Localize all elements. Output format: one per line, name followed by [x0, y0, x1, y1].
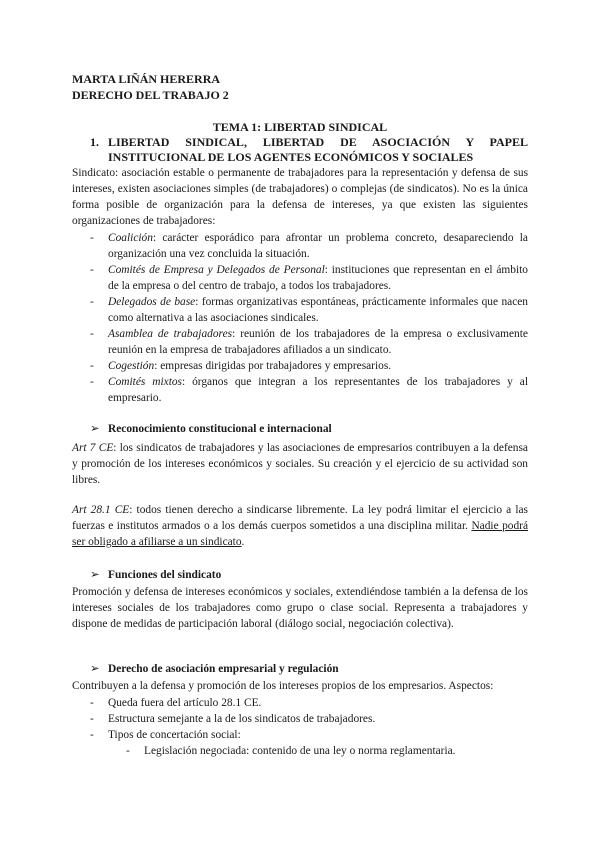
heading-employers [90, 661, 339, 677]
article-ref: Art 7 CE [72, 442, 114, 454]
art28-paragraph [72, 502, 528, 550]
article-text: : todos tienen derecho a sindicarse libremente. La ley podrá limitar el ejercicio a las fuerzas e institutos armados o a los demás cuerpos sometidos a una disciplina militar. [72, 504, 528, 532]
item-term: Asamblea de trabajadores [108, 328, 233, 340]
item-text: Tipos de concertación social: [108, 729, 241, 741]
topic-title: TEMA 1: LIBERTAD SINDICAL [212, 120, 388, 134]
item-term: Comités de Empresa y Delegados de Personal [108, 264, 325, 276]
heading-recognition [90, 421, 332, 437]
item-desc: : formas organizativas espontáneas, prácticamente informales que nacen como alternativa a las asociaciones sindicales. [108, 296, 529, 324]
item-term: Coalición [108, 232, 153, 244]
heading-text: Derecho de asociación empresarial y regulación [108, 663, 339, 675]
article-text: : los sindicatos de trabajadores y las asociaciones de empresarios contribuyen a la defensa y promoción de los intereses económicos y sociales. Su creación y el ejercicio de su actividad son libres. [72, 442, 528, 486]
intro-paragraph: Sindicato: asociación estable o permanente de trabajadores para la representación y defensa de sus intereses, existen asociaciones simples (de trabajadores) o complejas (de sindicatos). No es la única forma posible de organización para la defensa de intereses, ya que existen las siguientes organizaciones de trabajadores: [72, 167, 528, 227]
dash-marker: - [90, 232, 94, 244]
art7-paragraph [72, 440, 528, 488]
organizations-list [72, 230, 528, 406]
dash-marker: - [90, 264, 94, 276]
list-item [72, 374, 528, 406]
dash-marker: - [90, 360, 94, 372]
section-1-heading [72, 135, 528, 165]
item-term: Delegados de base [108, 296, 196, 308]
item-desc: : órganos que integran a los representantes de los trabajadores y al empresario. [108, 376, 528, 404]
item-desc: : carácter esporádico para afrontar un problema concreto, desapareciendo la organización una vez concluida la situación. [108, 232, 528, 260]
list-item [72, 711, 528, 727]
heading-text: Reconocimiento constitucional e internacional [108, 423, 332, 435]
dash-marker: - [90, 697, 94, 709]
underlined-text: Nadie podrá ser obligado a afiliarse a un sindicato [72, 520, 528, 548]
item-desc: : instituciones que representan en el ámbito de la empresa o del centro de trabajo, a todos los trabajadores. [108, 264, 528, 292]
dash-marker: - [90, 713, 94, 725]
list-item [72, 230, 528, 262]
item-term: Comités mixtos [108, 376, 182, 388]
item-desc: : empresas dirigidas por trabajadores y empresarios. [154, 360, 392, 372]
list-item [72, 294, 528, 326]
arrow-bullet-icon: ➢ [90, 663, 100, 675]
item-term: Cogestión [108, 360, 155, 372]
item-text: Legislación negociada: contenido de una ley o norma reglamentaria. [144, 745, 456, 757]
sub-list-item [72, 743, 528, 759]
dash-marker: - [90, 296, 94, 308]
dash-marker: - [126, 745, 130, 757]
employer-points-list [72, 695, 528, 759]
list-item [72, 358, 528, 374]
section-title: LIBERTAD SINDICAL, LIBERTAD DE ASOCIACIÓN Y PAPEL INSTITUCIONAL DE LOS AGENTES ECONÓMICOS Y SOCIALES [108, 135, 528, 164]
dash-marker: - [90, 729, 94, 741]
list-item [72, 262, 528, 294]
list-item [72, 727, 528, 743]
item-text: Queda fuera del artículo 28.1 CE. [108, 697, 262, 709]
dash-marker: - [90, 328, 94, 340]
author-block [72, 71, 229, 103]
heading-functions [90, 567, 221, 583]
course-name: DERECHO DEL TRABAJO 2 [72, 88, 229, 102]
employers-paragraph: Contribuyen a la defensa y promoción de los intereses propios de los empresarios. Aspectos: [72, 680, 494, 692]
article-ref: Art 28.1 CE [72, 504, 130, 516]
heading-text: Funciones del sindicato [108, 569, 222, 581]
item-desc: : reunión de los trabajadores de la empresa o exclusivamente reunión en la empresa de trabajadores afiliados a un sindicato. [108, 328, 528, 356]
list-item [72, 695, 528, 711]
article-end: . [241, 536, 245, 548]
functions-paragraph: Promoción y defensa de intereses económicos y sociales, extendiéndose también a la defensa de los intereses sociales de los trabajadores como grupo o clase social. Representa a trabajadores y dispone de medidas de participación laboral (diálogo social, negociación colectiva). [72, 586, 528, 630]
author-name: MARTA LIÑÁN HERERRA [72, 72, 221, 86]
item-text: Estructura semejante a la de los sindicatos de trabajadores. [108, 713, 376, 725]
dash-marker: - [90, 376, 94, 388]
list-item [72, 326, 528, 358]
arrow-bullet-icon: ➢ [90, 423, 100, 435]
section-number: 1. [90, 135, 99, 149]
arrow-bullet-icon: ➢ [90, 569, 100, 581]
